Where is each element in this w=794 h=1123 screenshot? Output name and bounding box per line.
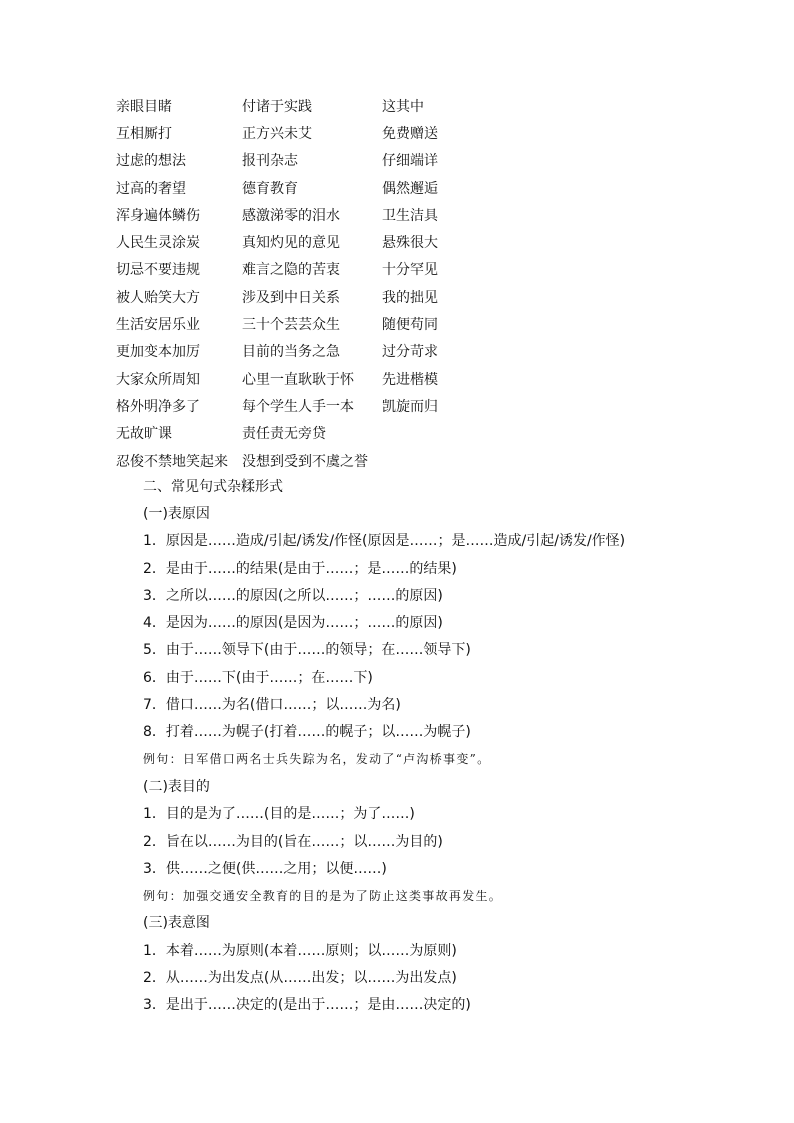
phrase-row (116, 310, 476, 337)
phrase-row (116, 174, 476, 201)
list-item: 3．之所以……的原因(之所以……；……的原因) (143, 587, 443, 604)
phrase-cell: 随便苟同 (382, 317, 438, 334)
phrase-cell: 切忌不要违规 (116, 262, 200, 279)
phrase-cell: 偶然邂逅 (382, 180, 438, 197)
phrase-cell: 每个学生人手一本 (242, 398, 354, 415)
phrase-cell: 过分苛求 (382, 344, 438, 361)
phrase-cell: 感激涕零的泪水 (242, 207, 340, 224)
phrase-cell: 生活安居乐业 (116, 317, 200, 334)
example-sentence: 例句：日军借口两名士兵失踪为名，发动了“卢沟桥事变”。 (143, 752, 491, 767)
phrase-cell: 涉及到中日关系 (242, 289, 340, 306)
list-item: 2．是由于……的结果(是由于……；是……的结果) (143, 560, 457, 577)
phrase-cell: 真知灼见的意见 (242, 235, 340, 252)
phrase-cell: 过高的奢望 (116, 180, 186, 197)
list-item: 3．是出于……决定的(是出于……；是由……决定的) (143, 997, 471, 1014)
phrase-cell: 三十个芸芸众生 (242, 317, 340, 334)
phrase-cell: 亲眼目睹 (116, 98, 172, 115)
phrase-row (116, 147, 476, 174)
redundant-phrase-list (116, 92, 476, 474)
sentence-pattern-section (143, 472, 703, 1018)
list-item: 3．供……之便(供……之用；以便……) (143, 860, 387, 877)
phrase-row (116, 92, 476, 119)
phrase-cell: 忍俊不禁地笑起来 (116, 453, 228, 470)
phrase-row (116, 228, 476, 255)
list-item: 4．是因为……的原因(是因为……；……的原因) (143, 615, 443, 632)
phrase-cell: 正方兴未艾 (242, 125, 312, 142)
group-heading: (三)表意图 (143, 915, 210, 932)
phrase-cell: 凯旋而归 (382, 398, 438, 415)
phrase-cell: 这其中 (382, 98, 424, 115)
phrase-cell: 报刊杂志 (242, 153, 298, 170)
phrase-cell: 付诸于实践 (242, 98, 312, 115)
phrase-row (116, 447, 476, 474)
phrase-cell: 卫生洁具 (382, 207, 438, 224)
phrase-cell: 更加变本加厉 (116, 344, 200, 361)
list-item: 2．从……为出发点(从……出发；以……为出发点) (143, 969, 457, 986)
list-item: 1．本着……为原则(本着……原则；以……为原则) (143, 942, 457, 959)
phrase-cell: 仔细端详 (382, 153, 438, 170)
phrase-cell: 没想到受到不虞之誉 (242, 453, 368, 470)
phrase-cell: 人民生灵涂炭 (116, 235, 200, 252)
phrase-row (116, 338, 476, 365)
phrase-cell: 心里一直耿耿于怀 (242, 371, 354, 388)
phrase-row (116, 365, 476, 392)
list-item: 2．旨在以……为目的(旨在……；以……为目的) (143, 833, 443, 850)
phrase-cell: 过虑的想法 (116, 153, 186, 170)
list-item: 8．打着……为幌子(打着……的幌子；以……为幌子) (143, 724, 471, 741)
group-heading: (一)表原因 (143, 505, 210, 522)
phrase-cell: 无故旷课 (116, 426, 172, 443)
phrase-row (116, 256, 476, 283)
phrase-cell: 互相厮打 (116, 125, 172, 142)
phrase-cell: 难言之隐的苦衷 (242, 262, 340, 279)
phrase-cell: 被人贻笑大方 (116, 289, 200, 306)
phrase-cell: 我的拙见 (382, 289, 438, 306)
list-item: 6．由于……下(由于……；在……下) (143, 669, 373, 686)
phrase-cell: 先进楷模 (382, 371, 438, 388)
list-item: 7．借口……为名(借口……；以……为名) (143, 697, 401, 714)
list-item: 5．由于……领导下(由于……的领导；在……领导下) (143, 642, 471, 659)
phrase-cell: 目前的当务之急 (242, 344, 340, 361)
phrase-cell: 格外明净多了 (116, 398, 200, 415)
list-item: 1．目的是为了……(目的是……；为了……) (143, 806, 415, 823)
phrase-row (116, 283, 476, 310)
example-sentence: 例句：加强交通安全教育的目的是为了防止这类事故再发生。 (143, 888, 503, 903)
phrase-row (116, 392, 476, 419)
phrase-row (116, 201, 476, 228)
phrase-cell: 十分罕见 (382, 262, 438, 279)
phrase-row (116, 119, 476, 146)
phrase-cell: 浑身遍体鳞伤 (116, 207, 200, 224)
section-title: 二、常见句式杂糅形式 (143, 478, 283, 495)
phrase-cell: 大家众所周知 (116, 371, 200, 388)
group-heading: (二)表目的 (143, 778, 210, 795)
phrase-cell: 德育教育 (242, 180, 298, 197)
phrase-row (116, 420, 476, 447)
phrase-cell: 免费赠送 (382, 125, 438, 142)
phrase-cell: 悬殊很大 (382, 235, 438, 252)
list-item: 1．原因是……造成/引起/诱发/作怪(原因是……；是……造成/引起/诱发/作怪) (143, 533, 626, 550)
phrase-cell: 责任责无旁贷 (242, 426, 326, 443)
